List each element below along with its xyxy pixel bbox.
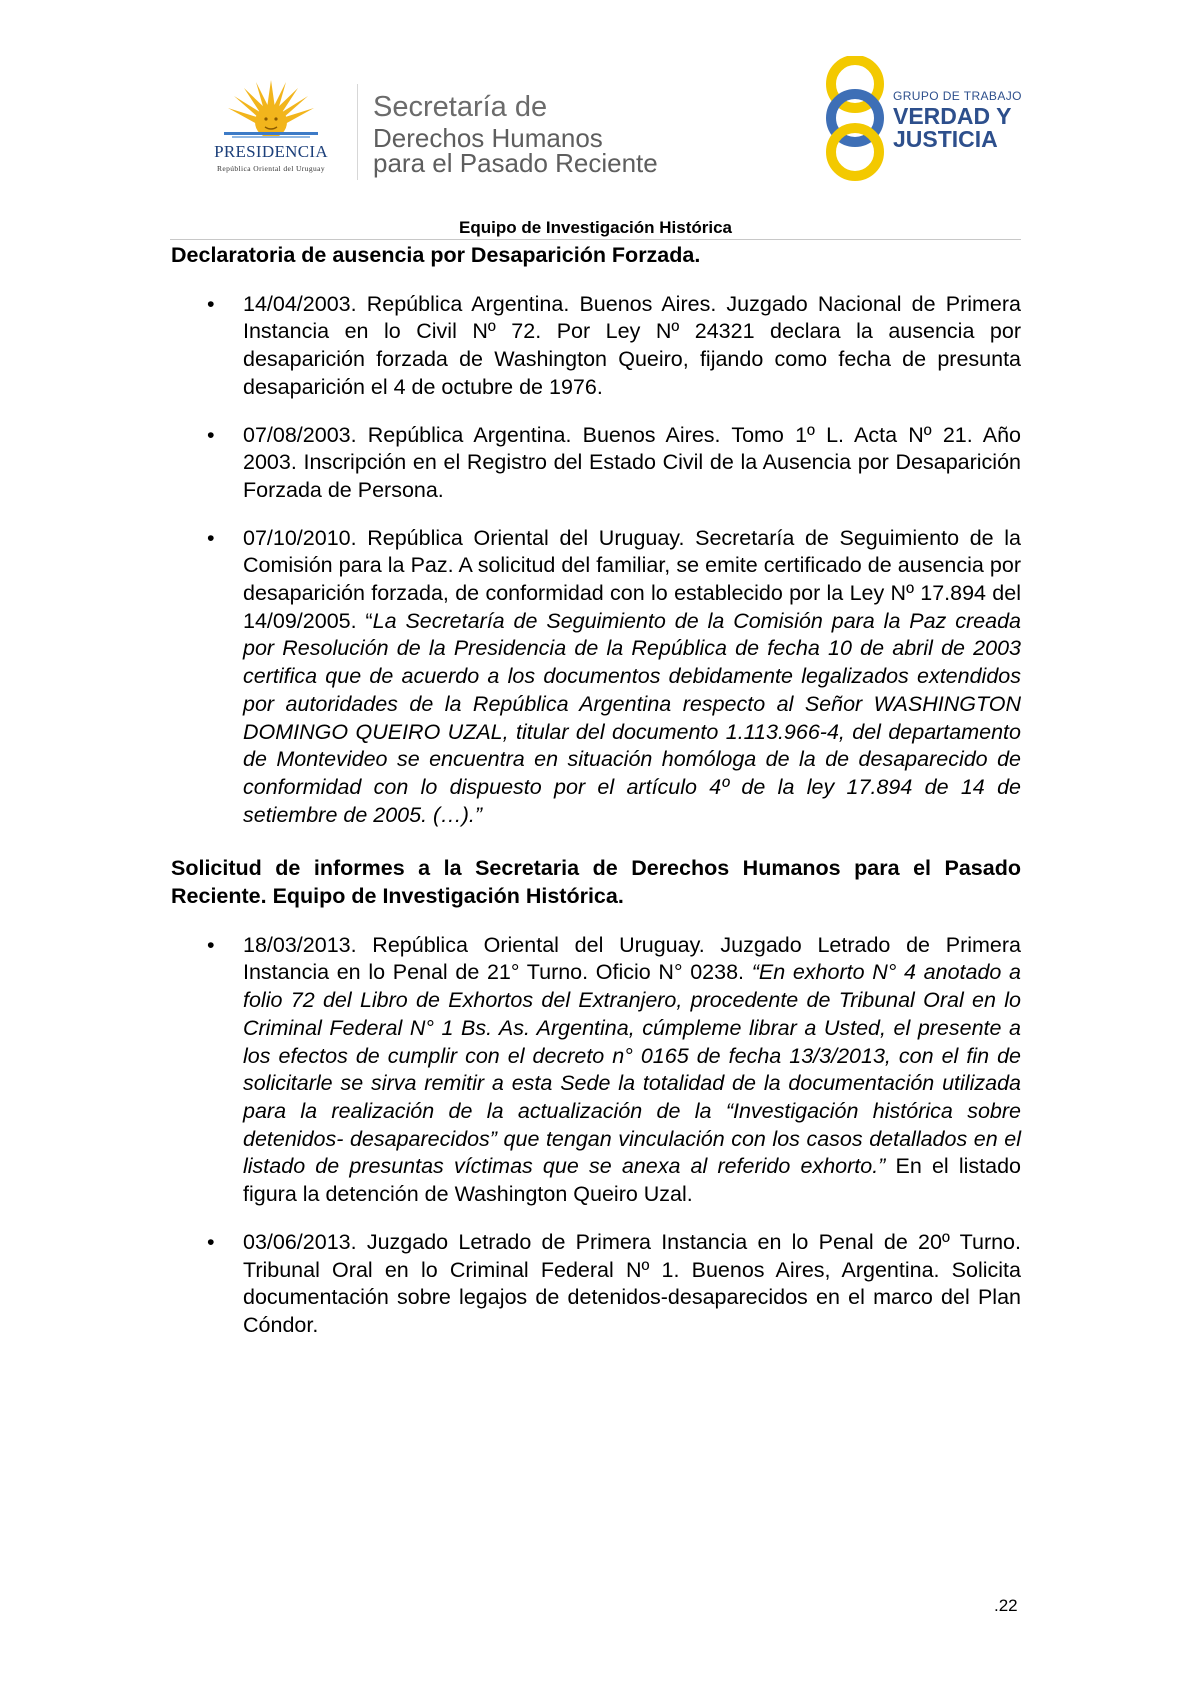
list-item [171,1229,1021,1340]
section-heading-declaratoria: Declaratoria de ausencia por Desaparición Forzada. [171,243,701,267]
bullet: • [207,291,215,316]
secretaria-line1: Secretaría de [373,91,548,123]
presidencia-title: PRESIDENCIA [214,142,328,161]
team-title: Equipo de Investigación Histórica [459,218,732,237]
document-body [171,242,1021,1360]
bullet: • [207,422,215,447]
item-text: 14/04/2003. República Argentina. Buenos Aires. Juzgado Nacional de Primera Instancia en lo Civil Nº 72. Por Ley Nº 24321 declara la ausencia por desaparición forzada de Washington Queiro, fijando como fecha de presunta desaparición el 4 de octubre de 1976. [243,291,1021,399]
item-text-after: En el listado figura la detención de Washington Queiro Uzal. [243,1154,1021,1207]
list-item [171,932,1021,1209]
rings-icon [822,56,888,182]
sun-emblem-icon [224,78,318,140]
item-quote: La Secretaría de Seguimiento de la Comisión para la Paz creada por Resolución de la Presidencia de la República de fecha 10 de abril de 2003 certifica que de acuerdo a los documentos debidamente legalizados extendidos por autoridades de la República Argentina respecto al Señor WASHINGTON DOMINGO QUEIRO UZAL, titular del documento 1.113.966-4, del departamento de Montevideo se encuentra en situación homóloga de la de desaparecido de conformidad con lo dispuesto por el artículo 4º de la ley 17.894 de 14 de setiembre de 2005. (…).” [243,608,1021,827]
bullet: • [207,1229,215,1254]
list-item [171,422,1021,505]
justicia-label: JUSTICIA [893,126,998,152]
presidencia-subtitle: República Oriental del Uruguay [216,164,325,173]
section-heading-solicitud: Solicitud de informes a la Secretaria de Derechos Humanos para el Pasado Reciente. Equipo de Investigación Histórica. [171,856,1021,909]
item-text: 07/08/2003. República Argentina. Buenos Aires. Tomo 1º L. Acta Nº 21. Año 2003. Inscripción en el Registro del Estado Civil de la Ausencia por Desaparición Forzada de Persona. [243,422,1021,502]
list-item [171,525,1021,830]
item-text: 03/06/2013. Juzgado Letrado de Primera Instancia en lo Penal de 20º Turno. Tribunal Oral en lo Criminal Federal Nº 1. Buenos Aires, Argentina. Solicita documentación sobre legajos de detenidos-desaparecidos en el marco del Plan Cóndor. [243,1229,1021,1337]
item-quote: “En exhorto N° 4 anotado a folio 72 del Libro de Exhortos del Extranjero, procedente de Tribunal Oral en lo Criminal Federal N° 1 Bs. As. Argentina, cúmpleme librar a Usted, el presente a los efectos de cumplir con el decreto n° 0165 de fecha 13/3/2013, con el fin de solicitarle se sirva remitir a esta Sede la totalidad de la documentación utilizada para la realización de la actualización de la “Investigación histórica sobre detenidos- desaparecidos” que tengan vinculación con los casos detallados en el listado de presuntas víctimas que se anexa al referido exhorto.” [243,960,1022,1179]
bullet: • [207,525,215,550]
list-item [171,291,1021,402]
secretaria-line2: Derechos Humanos [373,123,603,153]
presidencia-logo [196,78,346,178]
header-rule [170,239,1021,240]
item-text: 07/10/2010. República Oriental del Uruguay. Secretaría de Seguimiento de la Comisión para la Paz. A solicitud del familiar, se emite certificado de ausencia por desaparición forzada, de conformidad con lo establecido por la Ley Nº 17.894 del 14/09/2005. “ [243,525,1021,633]
item-text: 18/03/2013. República Oriental del Uruguay. Juzgado Letrado de Primera Instancia en lo Penal de 21° Turno. Oficio N° 0238. [243,932,1021,985]
grupo-trabajo-label: GRUPO DE TRABAJO [893,89,1022,103]
header-divider [357,84,358,180]
secretaria-line3: para el Pasado Reciente [373,148,658,178]
declaratoria-list [171,291,1021,830]
page-number: .22 [994,1596,1018,1615]
bullet: • [207,932,215,957]
solicitud-list [171,932,1021,1340]
verdad-justicia-logo [822,56,1022,182]
verdad-label: VERDAD Y [893,103,1012,129]
